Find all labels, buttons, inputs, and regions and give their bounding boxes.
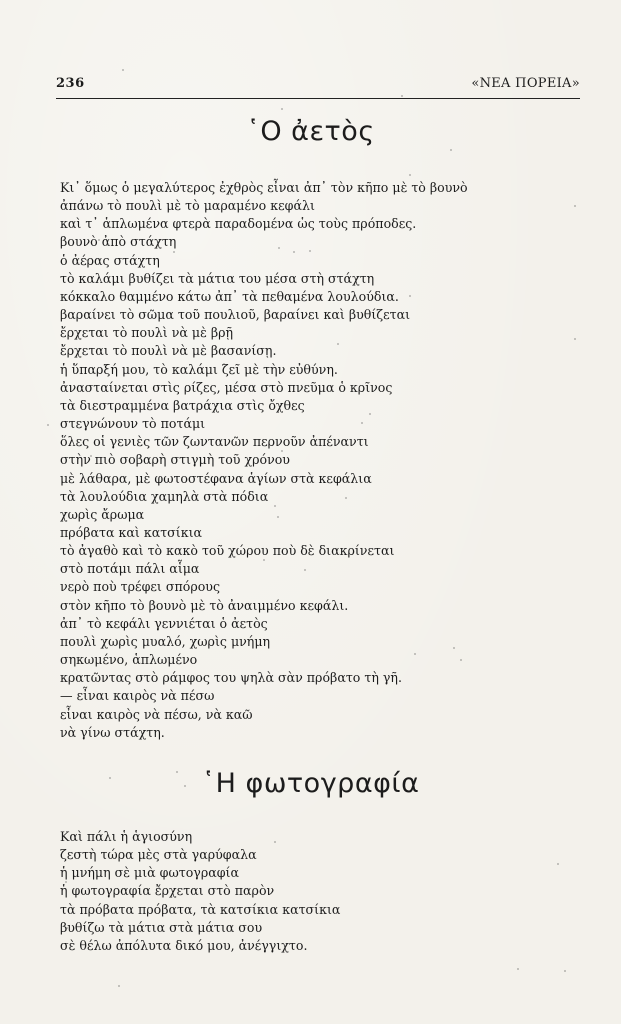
verse-line: ἡ ὕπαρξή μου, τὸ καλάμι ζεῖ μὲ τὴν εὐθύνη. [60, 361, 338, 377]
paper-speck [122, 69, 124, 71]
verse-line: κρατῶντας στὸ ράμφος του ψηλὰ σὰν πρόβατο τὴ γῆ. [60, 670, 402, 686]
verse-line: ὁ ἀέρας στάχτη [60, 252, 160, 268]
paper-speck [173, 251, 175, 253]
paper-speck [450, 149, 452, 151]
paper-speck [274, 505, 276, 507]
verse-line: τὰ λουλούδια χαμηλὰ στὰ πόδια [60, 488, 269, 504]
header-rule [56, 98, 580, 99]
verse-line: Καὶ πάλι ἡ ἁγιοσύνη [60, 829, 193, 844]
verse-line: στεγνώνουν τὸ ποτάμι [60, 416, 206, 432]
paper-speck [277, 516, 279, 518]
paper-speck [281, 450, 283, 452]
paper-speck [557, 863, 559, 865]
verse-line: χωρὶς ἄρωμα [60, 506, 145, 522]
verse-line: τὸ ἀγαθὸ καὶ τὸ κακὸ τοῦ χώρου ποὺ δὲ διακρίνεται [60, 543, 395, 559]
verse-line: — εἶναι καιρὸς νὰ πέσω [60, 688, 215, 704]
verse-line: ἀνασταίνεται στὶς ρίζες, μέσα στὸ πνεῦμα ὁ κρῖνος [60, 379, 393, 395]
paper-speck [65, 881, 67, 883]
paper-speck [345, 497, 347, 499]
paper-speck [361, 422, 363, 424]
verse-line: εἶναι καιρὸς νὰ πέσω, νὰ καῶ [60, 706, 253, 722]
verse-line: νερὸ ποὺ τρέφει σπόρους [60, 579, 221, 595]
verse-line: ἡ φωτογραφία ἔρχεται στὸ παρὸν [60, 883, 275, 899]
paper-speck [158, 886, 160, 888]
paper-speck [409, 174, 411, 176]
paper-speck [98, 239, 100, 241]
verse-line: βυθίζω τὰ μάτια στὰ μάτια σου [60, 919, 263, 935]
paper-speck [263, 559, 265, 561]
paper-speck [414, 653, 416, 655]
paper-speck [176, 771, 178, 773]
verse-line: τὸ καλάμι βυθίζει τὰ μάτια του μέσα στὴ στάχτη [60, 270, 375, 286]
poem-title-aetos: ῾Ο ἀετὸς [246, 116, 375, 147]
verse-line: ὅλες οἱ γενιὲς τῶν ζωντανῶν περνοῦν ἀπέναντι [60, 434, 369, 450]
paper-speck [86, 259, 88, 261]
paper-speck [401, 95, 403, 97]
page-number: 236 [56, 76, 85, 91]
verse-line: πρόβατα καὶ κατσίκια [60, 524, 203, 540]
verse-line: σηκωμένο, ἁπλωμένο [60, 652, 198, 668]
paper-speck [47, 424, 49, 426]
paper-speck [118, 985, 120, 987]
verse-line: βαραίνει τὸ σῶμα τοῦ πουλιοῦ, βαραίνει καὶ βυθίζεται [60, 307, 411, 323]
paper-speck [278, 247, 280, 249]
verse-line: ἀπ᾽ τὸ κεφάλι γεννιέται ὁ ἀετὸς [60, 615, 268, 631]
verse-line: ἡ μνήμη σὲ μιὰ φωτογραφία [60, 865, 239, 881]
verse-line: κόκκαλο θαμμένο κάτω ἀπ᾽ τὰ πεθαμένα λουλούδια. [60, 288, 399, 304]
paper-speck [460, 659, 462, 661]
verse-line: ζεστὴ τώρα μὲς στὰ γαρύφαλα [60, 847, 257, 863]
verse-line: πουλὶ χωρὶς μυαλό, χωρὶς μνήμη [60, 633, 271, 649]
paper-speck [369, 413, 371, 415]
poem-title-fotografia: ῾Η φωτογραφία [201, 768, 420, 799]
verse-line: στὸ ποτάμι πάλι αἷμα [60, 561, 200, 577]
verse-line: νὰ γίνω στάχτη. [60, 724, 165, 740]
paper-speck [184, 785, 186, 787]
verse-line: σὲ θέλω ἀπόλυτα δικό μου, ἀνέγγιχτο. [60, 937, 308, 953]
verse-line: μὲ λάθαρα, μὲ φωτοστέφανα ἁγίων στὰ κεφάλια [60, 470, 372, 486]
paper-speck [90, 455, 92, 457]
paper-speck [564, 970, 566, 972]
verse-line: τὰ πρόβατα πρόβατα, τὰ κατσίκια κατσίκια [60, 901, 341, 917]
paper-speck [304, 569, 306, 571]
verse-line: στὴν πιὸ σοβαρὴ στιγμὴ τοῦ χρόνου [60, 452, 290, 468]
verse-line: ἔρχεται τὸ πουλὶ νὰ μὲ βρῇ [60, 325, 234, 341]
paper-speck [337, 343, 339, 345]
paper-speck [223, 363, 225, 365]
running-head [56, 76, 580, 96]
journal-title: «ΝΕΑ ΠΟΡΕΙΑ» [471, 76, 580, 91]
paper-speck [281, 108, 283, 110]
paper-speck [453, 647, 455, 649]
verse-line: στὸν κῆπο τὸ βουνὸ μὲ τὸ ἀναιμμένο κεφάλι. [60, 597, 349, 613]
paper-speck [517, 968, 519, 970]
paper-speck [274, 841, 276, 843]
verse-line: ἀπάνω τὸ πουλὶ μὲ τὸ μαραμένο κεφάλι [60, 198, 315, 214]
paper-speck [574, 205, 576, 207]
paper-speck [309, 250, 311, 252]
verse-line: βουνὸ ἀπὸ στάχτη [60, 234, 177, 250]
poem-body-fotografia [60, 828, 340, 955]
poem-body-aetos [60, 179, 468, 742]
paper-speck [293, 251, 295, 253]
verse-line: Κι᾽ ὅμως ὁ μεγαλύτερος ἐχθρὸς εἶναι ἀπ᾽ τὸν κῆπο μὲ τὸ βουνὸ [60, 180, 468, 195]
paper-speck [66, 927, 68, 929]
paper-speck [574, 338, 576, 340]
verse-line: ἔρχεται τὸ πουλὶ νὰ μὲ βασανίσῃ. [60, 343, 277, 359]
verse-line: καὶ τ᾽ ἁπλωμένα φτερὰ παραδομένα ὡς τοὺς πρόποδες. [60, 216, 417, 232]
paper-speck [109, 777, 111, 779]
verse-line: τὰ διεστραμμένα βατράχια στὶς ὄχθες [60, 397, 305, 413]
paper-speck [409, 295, 411, 297]
